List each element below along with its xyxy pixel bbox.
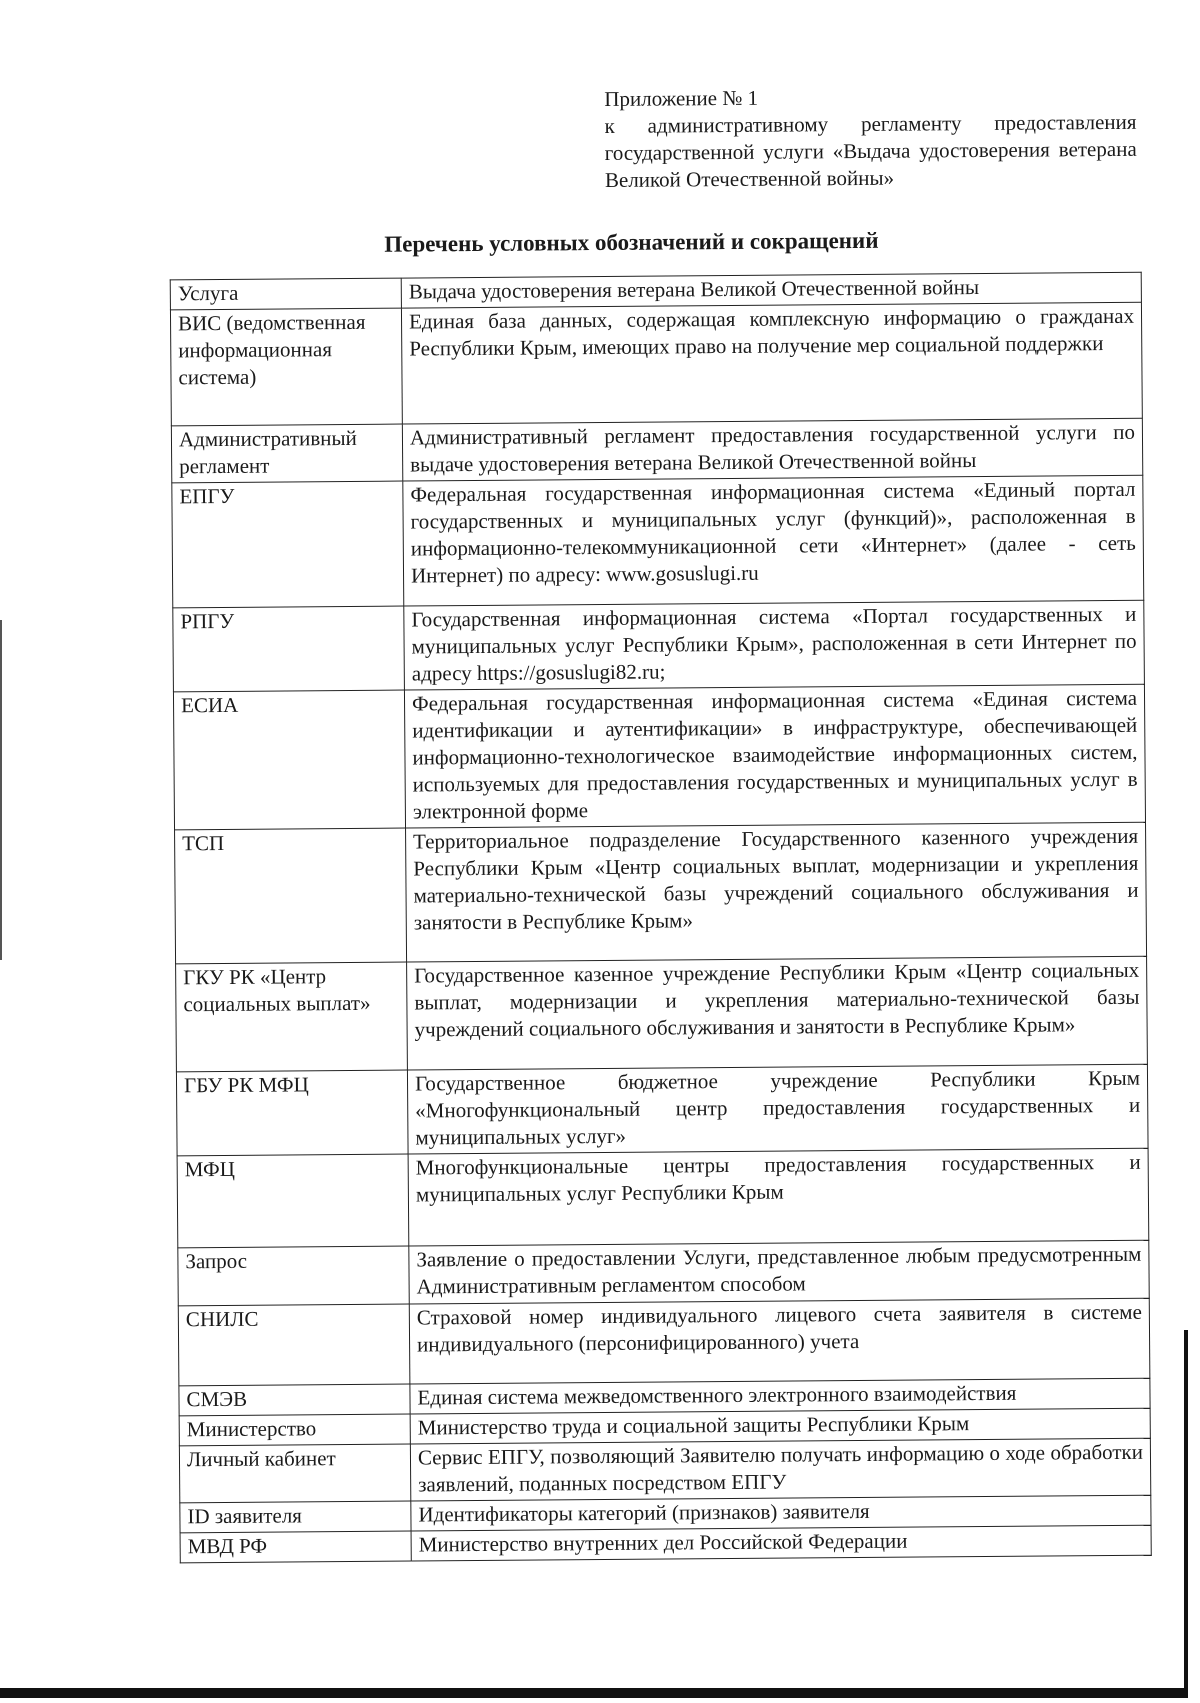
appendix-note [604,82,1137,194]
abbreviation-definition: Государственная информационная система «Портал государственных и муниципальных услуг Республики Крым», расположенная в сети Интернет по адресу https://gosuslugi82.ru; [404,600,1145,690]
abbreviation-term: Услуга [170,278,401,310]
abbreviation-definition: Страховой номер индивидуального лицевого счета заявителя в системе индивидуального (персонифицированного) учета [409,1298,1150,1384]
abbreviation-definition: Сервис ЕПГУ, позволяющий Заявителю получать информацию о ходе обработки заявлений, поданных посредством ЕПГУ [410,1438,1150,1501]
table-row [179,1438,1150,1503]
abbreviation-definition: Территориальное подразделение Государственного казенного учреждения Республики Крым «Центр социальных выплат, модернизации и укрепления материально-технической базы учреждений социального обслуживания и занятости в Республике Крым» [406,822,1147,962]
table-row [170,302,1142,426]
table-row [178,1298,1150,1386]
abbreviation-term: ТСП [175,828,407,964]
abbreviation-definition: Министерство внутренних дел Российской Федерации [411,1525,1151,1561]
table-row [173,600,1145,692]
abbreviation-definition: Федеральная государственная информационная система «Единый портал государственных и муниципальных услуг (функций)», расположенная в информационно-телекоммуникационной сети «Интернет» (далее - сеть Интернет) по адресу: www.gosuslugi.ru [403,475,1144,606]
abbreviation-definition: Государственное казенное учреждение Республики Крым «Центр социальных выплат, модернизации и укрепления материально-технической базы учреждений социального обслуживания и занятости в Республике Крым» [407,956,1148,1070]
abbreviation-term: ЕПГУ [172,481,404,608]
table-row [180,1525,1151,1563]
abbreviation-definition: Единая база данных, содержащая комплексную информацию о гражданах Республики Крым, имеющих право на получение мер социальной поддержки [401,302,1142,424]
abbreviation-term: ID заявителя [180,1501,411,1533]
table-row [173,684,1145,830]
abbreviation-definition: Административный регламент предоставления государственной услуги по выдаче удостоверения ветерана Великой Отечественной войны [402,418,1142,481]
scan-right-edge [1184,1330,1188,1698]
abbreviation-definition: Федеральная государственная информационная система «Единая система идентификации и аутентификации» в инфраструктуре, обеспечивающей информационно-технологическое взаимодействие информационных систем, используемых для предоставления государственных и муниципальных услуг в электронной форме [404,684,1145,828]
abbreviations-table-body [170,272,1151,1563]
table-row [178,1240,1149,1306]
table-row [171,418,1142,483]
table-row [176,1064,1148,1156]
abbreviation-term: Министерство [179,1414,410,1446]
scan-left-edge [0,620,2,960]
abbreviation-definition: Выдача удостоверения ветерана Великой Отечественной войны [401,272,1141,308]
table-row [177,1148,1149,1248]
abbreviation-term: Запрос [178,1246,409,1306]
abbreviation-term: Административный регламент [171,424,402,483]
abbreviation-definition: Министерство труда и социальной защиты Республики Крым [410,1408,1150,1444]
table-row [176,956,1148,1072]
abbreviation-term: РПГУ [173,606,405,692]
appendix-number: Приложение № 1 [604,85,759,111]
abbreviation-term: МФЦ [177,1154,409,1248]
abbreviation-term: ЕСИА [173,690,405,830]
abbreviation-definition: Многофункциональные центры предоставления государственных и муниципальных услуг Республики Крым [408,1148,1149,1246]
document-title: Перечень условных обозначений и сокращений [384,227,879,257]
table-row [175,822,1147,964]
abbreviations-table [170,272,1152,1564]
abbreviation-term: ГКУ РК «Центр социальных выплат» [176,962,408,1072]
scan-bottom-edge [0,1688,1186,1698]
abbreviation-definition: Идентификаторы категорий (признаков) заявителя [411,1495,1151,1531]
abbreviation-definition: Государственное бюджетное учреждение Республики Крым «Многофункциональный центр предоставления государственных и муниципальных услуг» [407,1064,1148,1154]
abbreviation-definition: Заявление о предоставлении Услуги, представленное любым предусмотренным Административным регламентом способом [409,1240,1149,1304]
abbreviation-term: ВИС (ведомственная информационная система) [170,308,402,426]
abbreviation-term: СНИЛС [178,1304,410,1386]
abbreviation-term: ГБУ РК МФЦ [176,1070,408,1156]
abbreviation-definition: Единая система межведомственного электронного взаимодействия [410,1378,1150,1414]
appendix-reference: к административному регламенту предоставления государственной услуги «Выдача удостоверения ветерана Великой Отечественной войны» [604,109,1137,192]
table-row [172,475,1144,608]
abbreviation-term: СМЭВ [179,1384,410,1416]
abbreviation-term: МВД РФ [180,1531,411,1563]
abbreviation-term: Личный кабинет [179,1444,410,1503]
